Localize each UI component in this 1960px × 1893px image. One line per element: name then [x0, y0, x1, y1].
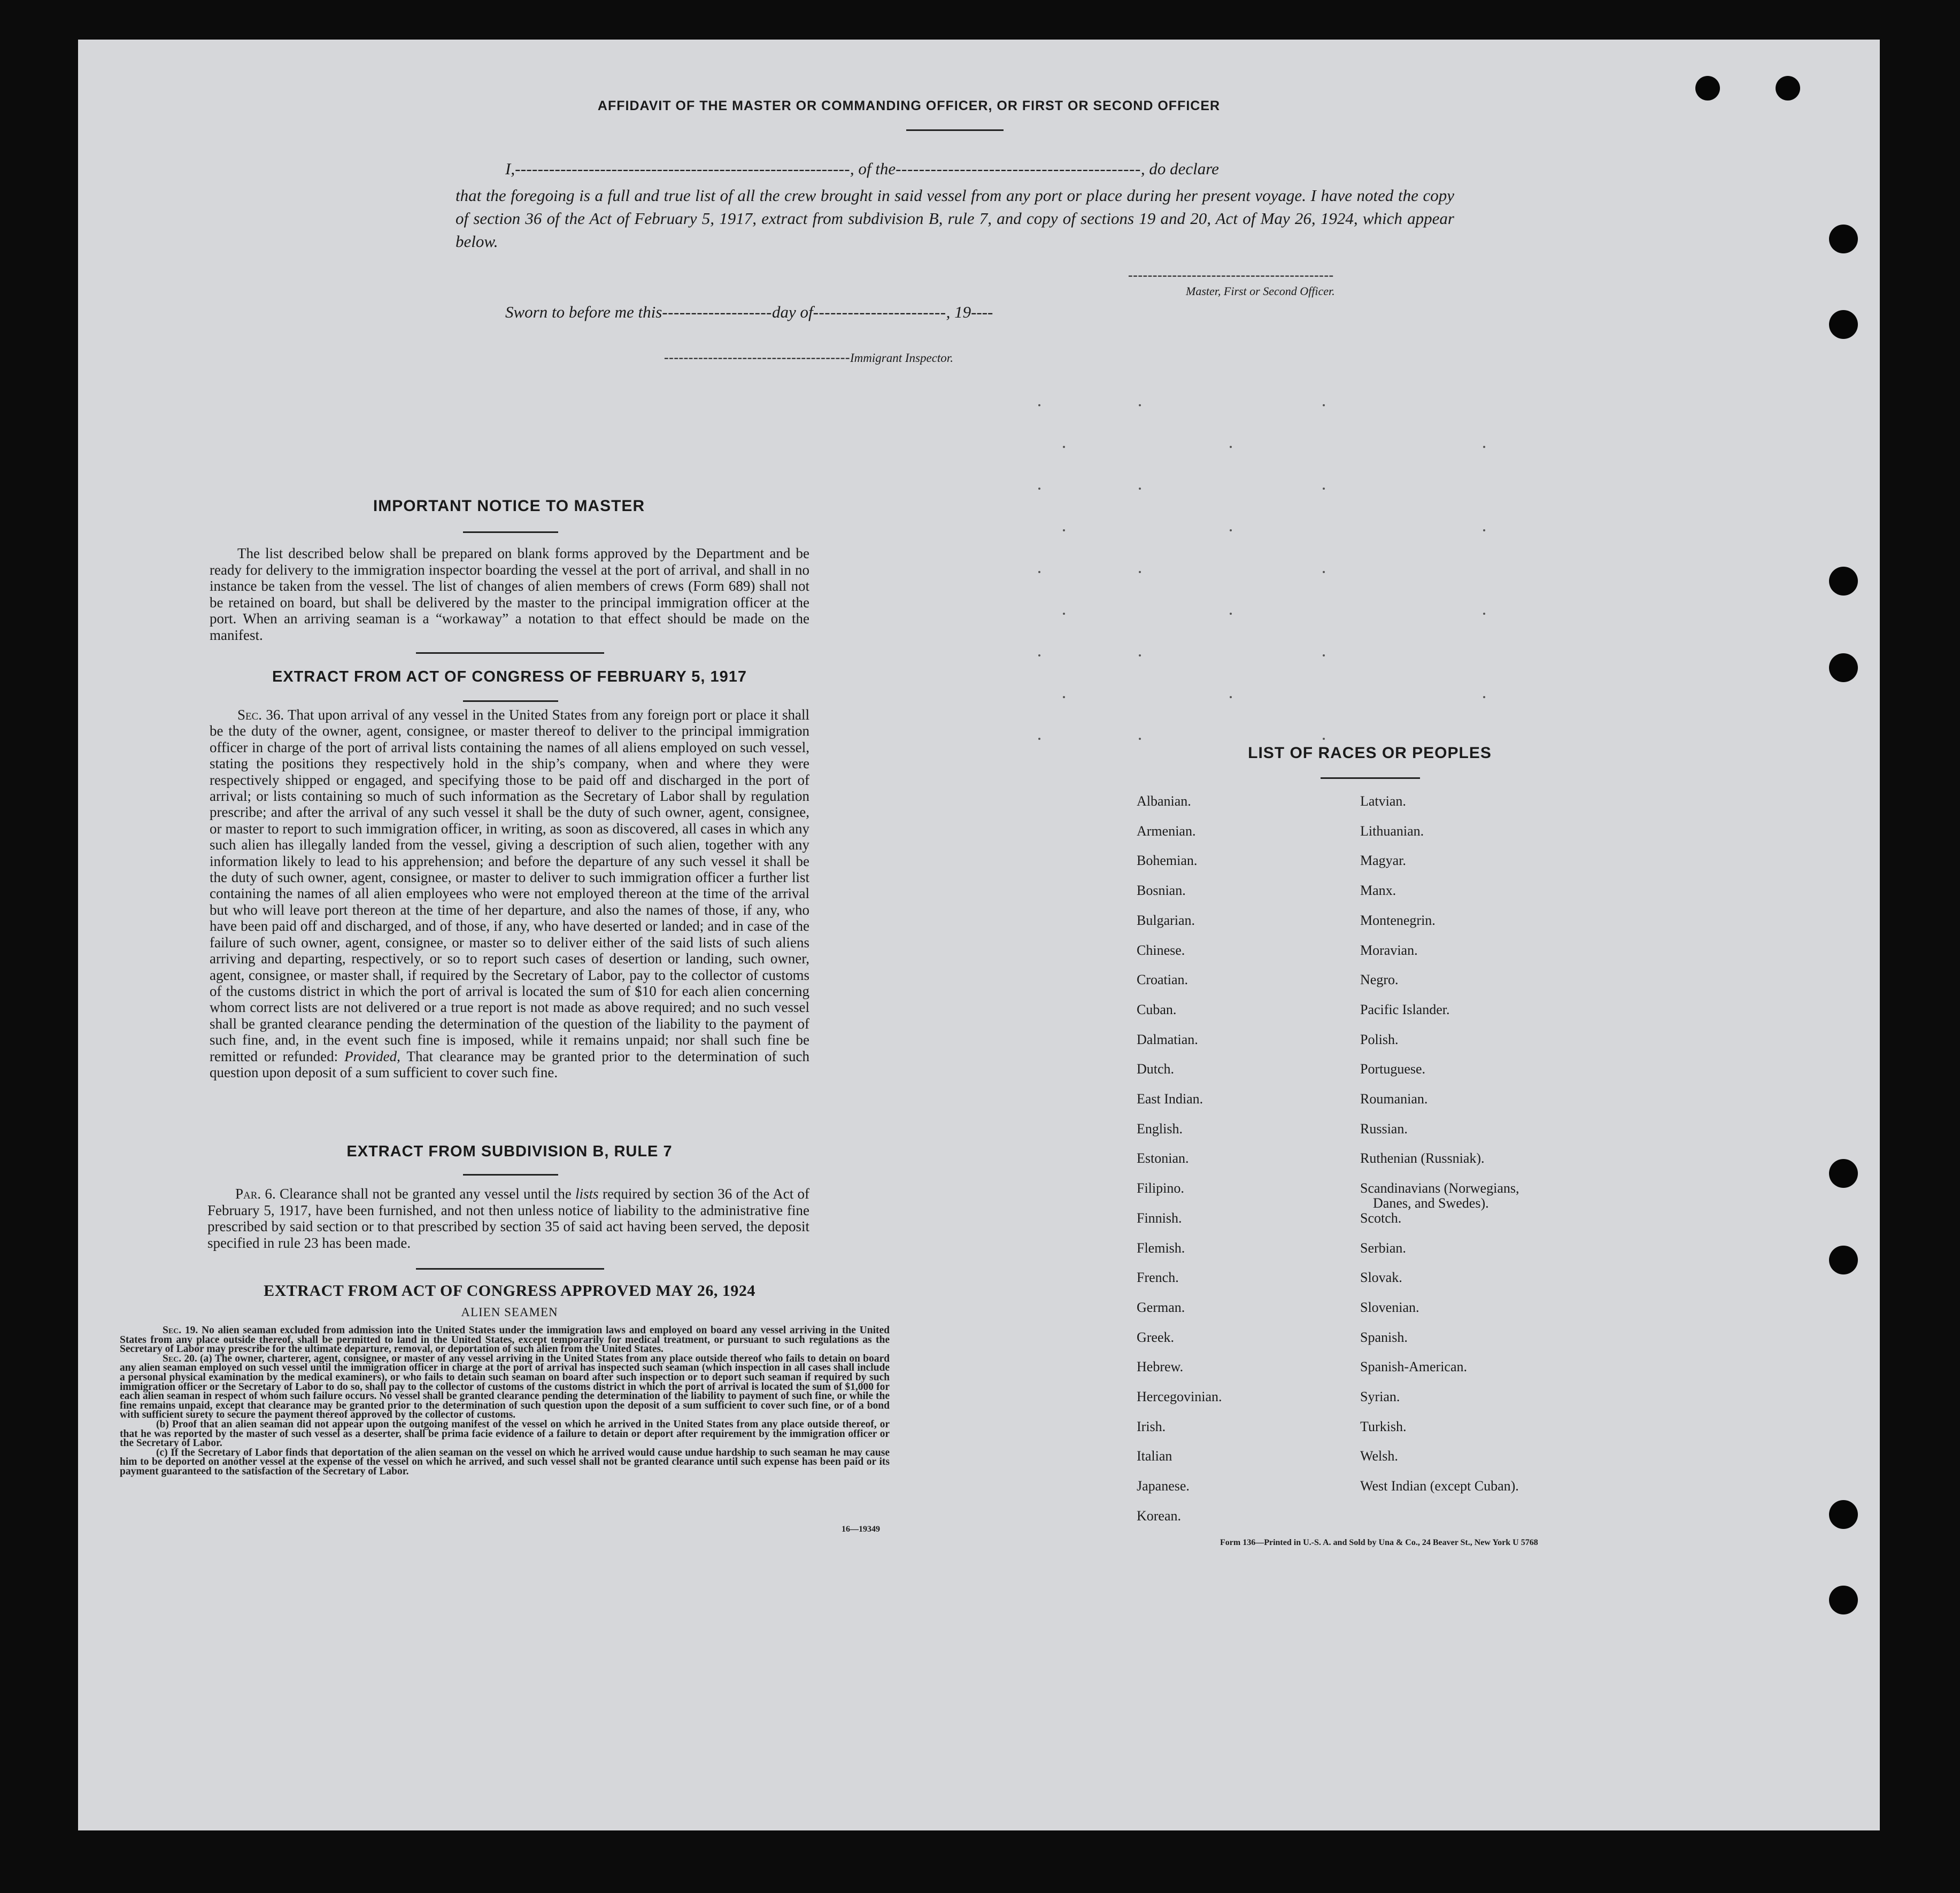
sworn-year: , 19 [946, 303, 971, 321]
extract-1917-body [210, 707, 809, 1080]
scan-speck [1483, 696, 1485, 698]
notice-title: IMPORTANT NOTICE TO MASTER [373, 497, 645, 515]
race-item: Magyar. [1360, 853, 1406, 868]
extract-1924-subtitle: ALIEN SEAMEN [461, 1305, 558, 1319]
race-item: Ruthenian (Russniak). [1360, 1150, 1485, 1166]
race-item: Filipino. [1137, 1180, 1184, 1196]
race-item: Montenegrin. [1360, 913, 1436, 928]
race-item: Spanish. [1360, 1330, 1408, 1345]
extract-1924-body [120, 1326, 890, 1477]
race-item: Negro. [1360, 972, 1399, 987]
inspector-line [664, 350, 953, 366]
inspector-label: Immigrant Inspector. [850, 351, 953, 365]
punch-hole [1695, 76, 1720, 101]
race-item: Korean. [1137, 1508, 1182, 1524]
race-item: Polish. [1360, 1032, 1399, 1047]
affidavit-of-the: , of the [850, 159, 896, 178]
scan-speck [1323, 571, 1325, 573]
punch-hole [1829, 310, 1858, 339]
race-item: Albanian. [1137, 793, 1191, 809]
race-item: Hebrew. [1137, 1359, 1184, 1374]
punch-hole [1829, 1159, 1858, 1188]
race-item: Flemish. [1137, 1240, 1185, 1256]
sworn-text: Sworn to before me this [505, 303, 662, 321]
race-item: East Indian. [1137, 1091, 1203, 1107]
scan-speck [1038, 488, 1040, 490]
race-item: Japanese. [1137, 1478, 1190, 1494]
lists-word: lists [575, 1186, 599, 1202]
sec-19-paragraph [120, 1326, 890, 1354]
extract-1917-rule [463, 700, 558, 702]
race-item: Hercegovinian. [1137, 1389, 1222, 1404]
race-item: Chinese. [1137, 942, 1185, 958]
race-item: Dutch. [1137, 1061, 1175, 1077]
affidavit-declaration-line [505, 159, 1457, 179]
sworn-day-of: day of [772, 303, 813, 321]
scan-speck [1323, 654, 1325, 656]
races-title: LIST OF RACES OR PEOPLES [1248, 744, 1492, 762]
sec-20-label: Sec. 20. [163, 1353, 197, 1364]
master-signature-label: Master, First or Second Officer. [1186, 284, 1335, 298]
par-6-label: Par. 6. [235, 1186, 276, 1202]
punch-hole [1829, 1586, 1858, 1614]
affidavit-declare: , do declare [1140, 159, 1219, 178]
race-item: Bulgarian. [1137, 913, 1195, 928]
sworn-day-blank: ------------------- [662, 303, 772, 321]
race-item: French. [1137, 1270, 1179, 1285]
race-item: Slovak. [1360, 1270, 1402, 1285]
races-title-rule [1321, 777, 1420, 779]
race-item: Welsh. [1360, 1448, 1398, 1464]
scan-speck [1483, 529, 1485, 531]
inspector-signature-blank: -------------------------------------- [664, 350, 851, 365]
scan-speck [1323, 404, 1325, 406]
race-item: West Indian (except Cuban). [1360, 1478, 1519, 1494]
race-item: Cuban. [1137, 1002, 1177, 1017]
form-footer: Form 136—Printed in U.-S. A. and Sold by Una & Co., 24 Beaver St., New York U 5768 [1220, 1538, 1538, 1547]
affidavit-body: that the foregoing is a full and true list of all the crew brought in said vessel from any port or place during her present voyage. I have noted the copy of section 36 of the Act of February 5, 1917, extract from subdivision B, rule 7, and copy of sections 19 and 20, Act of May 26, 1924, which appear below. [456, 186, 1454, 251]
race-item: Armenian. [1137, 823, 1196, 839]
scan-speck [1139, 738, 1141, 740]
scan-speck [1483, 613, 1485, 615]
scan-speck [1038, 654, 1040, 656]
sec-20-paragraph [120, 1354, 890, 1420]
punch-hole [1776, 76, 1800, 101]
punch-hole [1829, 567, 1858, 596]
scan-speck [1230, 529, 1232, 531]
punch-hole [1829, 225, 1858, 253]
scan-speck [1063, 529, 1065, 531]
race-item: Croatian. [1137, 972, 1189, 987]
sworn-line [505, 303, 993, 322]
extract-rule7-end-rule [416, 1268, 604, 1270]
race-item: English. [1137, 1121, 1183, 1137]
affidavit-title: AFFIDAVIT OF THE MASTER OR COMMANDING OFFICER, OR FIRST OR SECOND OFFICER [597, 98, 1221, 113]
scan-speck [1063, 696, 1065, 698]
race-item: Turkish. [1360, 1419, 1407, 1434]
scan-speck [1038, 571, 1040, 573]
affidavit-i: I, [505, 159, 515, 178]
sec-20a-text: (a) The owner, charterer, agent, consignee, or master of any vessel arriving in the United States from any place outside thereof who fails to detain on board any alien seaman employed on such vessel until the immigration officer in charge at the port of arrival has inspected such seaman (which inspection in all cases shall include a personal physical examination by the medical examiners), or who fails to detain such seaman on board after such inspection or to deport such seaman if required by such immigration officer or the Secretary of Labor to do so, shall pay to the collector of customs of the customs district in which the port of arrival is located the sum of $1,000 for each alien seaman in respect of whom such failure occurs. No vessel shall be granted clearance pending the determination of the liability to payment of such fine, or while the fine remains unpaid, except that clearance may be granted prior to the determination of such question upon the deposit of a sum sufficient to cover such fine, or of a bond with sufficient surety to secure the payment thereof approved by the collector of customs. [120, 1353, 890, 1421]
sec-20c-paragraph: (c) If the Secretary of Labor finds that deportation of the alien seaman on the vessel on which he arrived would cause undue hardship to such seaman he may cause him to be deported on another vessel at the expense of the vessel on which he arrived, and such vessel shall not be granted clearance until such expense has been paid or its payment guaranteed to the satisfaction of the Secretary of Labor. [120, 1447, 890, 1477]
race-item: Greek. [1137, 1330, 1175, 1345]
race-item: Dalmatian. [1137, 1032, 1198, 1047]
scan-speck [1230, 446, 1232, 448]
extract-1924-title: EXTRACT FROM ACT OF CONGRESS APPROVED MAY 26, 1924 [264, 1282, 755, 1300]
race-item: Scotch. [1360, 1210, 1402, 1226]
extract-rule7-body [207, 1186, 809, 1251]
scan-speck [1139, 404, 1141, 406]
race-item: Latvian. [1360, 793, 1406, 809]
sworn-year-blank: ---- [971, 303, 993, 321]
punch-hole [1829, 653, 1858, 682]
race-item: Irish. [1137, 1419, 1166, 1434]
sec-36-label: Sec. 36. [237, 707, 284, 723]
sec-36-end: That clearance may be granted prior to the determination of such question upon deposit of a sum sufficient to cover such fine. [210, 1048, 809, 1080]
scan-speck [1323, 738, 1325, 740]
extract-rule7-rule [463, 1174, 558, 1176]
race-item: Scandinavians (Norwegians, [1360, 1180, 1519, 1196]
race-item: Bohemian. [1137, 853, 1198, 868]
provided-word: Provided, [344, 1048, 400, 1064]
race-item: Italian [1137, 1448, 1172, 1464]
race-item: Estonian. [1137, 1150, 1189, 1166]
scan-speck [1323, 488, 1325, 490]
scan-speck [1139, 488, 1141, 490]
affidavit-title-rule [906, 129, 1004, 131]
scan-speck [1063, 613, 1065, 615]
vessel-blank: ------------------------------------------ [896, 159, 1141, 178]
scan-speck [1038, 738, 1040, 740]
race-item: Roumanian. [1360, 1091, 1428, 1107]
sec-19-label: Sec. 19. [163, 1325, 198, 1336]
sec-19-text: No alien seaman excluded from admission into the United States under the immigration laws and employed on board any vessel arriving in the United States from any place outside thereof, shall be permitted to land in the United States, except temporarily for medical treatment, or pursuant to such regulations as the Secretary of Labor may prescribe for the ultimate departure, removal, or deportation of such alien from the United States. [120, 1325, 890, 1355]
race-item: Russian. [1360, 1121, 1408, 1137]
race-item: Slovenian. [1360, 1300, 1419, 1315]
race-item: German. [1137, 1300, 1185, 1315]
punch-hole [1829, 1246, 1858, 1274]
sec-36-text: That upon arrival of any vessel in the United States from any foreign port or place it shall be the duty of the owner, agent, consignee, or master thereof to deliver to the principal immigration officer in charge of the port of arrival lists containing the names of all aliens employed on such vessel, stating the positions they respectively hold in the ship’s company, when and where they were respectively shipped or engaged, and specifying those to be paid off and discharged in the port of arrival; or lists containing so much of such information as the Secretary of Labor shall by regulation prescribe; and after the arrival of any such vessel it shall be the duty of such owner, agent, consignee, or master to report to such immigration officer, in writing, as soon as discovered, all cases in which any such alien has illegally landed from the vessel, giving a description of such alien, together with any information likely to lead to his apprehension; and before the departure of any such vessel it shall be the duty of such owner, agent, consignee, or master to deliver to such immigration officer a further list containing the names of all alien employees who were not employed thereon at the time of the arrival but who will leave port thereon at the time of her departure, and also the names of those, if any, who have been paid off and discharged, and of those, if any, who have deserted or landed; and in case of the failure of such owner, agent, consignee, or master so to deliver either of the said lists of such aliens arriving and departing, respectively, or so to report such cases of desertion or landing, such owner, agent, consignee, or master shall, if required by the Secretary of Labor, pay to the collector of customs of the customs district in which the port of arrival is located the sum of $10 for each alien concerning whom correct lists are not delivered or a true report is not made as above required; and no such vessel shall be granted clearance pending the determination of the question of the liability to the payment of such fine, and, in the event such fine is imposed, while it remains unpaid; nor shall such fine be remitted or refunded: [210, 707, 809, 1064]
race-item: Syrian. [1360, 1389, 1400, 1404]
par-6-text-b: required by section 36 of the Act of February 5, 1917, have been furnished, and not then unless notice of liability to the administrative fine prescribed by said section or to that prescribed by section 35 of said act having been served, the deposit specified in rule 23 has been made. [207, 1186, 809, 1251]
sec-20b-paragraph: (b) Proof that an alien seaman did not appear upon the outgoing manifest of the vessel on which he arrived in the United States from any place outside thereof, or that he was reported by the master of such vessel as a deserter, shall be prima facie evidence of a failure to detain or deport after requirement by the immigration officer or the Secretary of Labor. [120, 1418, 890, 1449]
race-item: Spanish-American. [1360, 1359, 1468, 1374]
print-code: 16—19349 [842, 1525, 880, 1534]
race-item: Portuguese. [1360, 1061, 1426, 1077]
scan-speck [1483, 446, 1485, 448]
race-item: Moravian. [1360, 942, 1418, 958]
race-item: Manx. [1360, 883, 1396, 898]
par-6-text-a: Clearance shall not be granted any vessel until the [280, 1186, 572, 1202]
notice-body: The list described below shall be prepared on blank forms approved by the Department and be ready for delivery to the immigration inspector boarding the vessel at the port of arrival, and shall in no instance be taken from the vessel. The list of changes of alien members of crews (Form 689) shall not be retained on board, but shall be delivered by the master to the principal immigration officer at the port. When an arriving seaman is a “workaway” a notation to that effect should be made on the manifest. [210, 545, 809, 643]
scan-speck [1230, 696, 1232, 698]
extract-1917-title: EXTRACT FROM ACT OF CONGRESS OF FEBRUARY 5, 1917 [272, 668, 747, 685]
scan-speck [1139, 571, 1141, 573]
name-blank: ----------------------------------------------------------- [515, 159, 850, 178]
race-item: Serbian. [1360, 1240, 1406, 1256]
scan-speck [1063, 446, 1065, 448]
race-item: Bosnian. [1137, 883, 1186, 898]
race-item: Lithuanian. [1360, 823, 1424, 839]
scan-speck [1038, 404, 1040, 406]
extract-rule7-title: EXTRACT FROM SUBDIVISION B, RULE 7 [346, 1143, 673, 1160]
scan-speck [1139, 654, 1141, 656]
sworn-month-blank: ----------------------- [813, 303, 946, 321]
notice-end-rule [416, 652, 604, 654]
punch-hole [1829, 1500, 1858, 1529]
race-item: Danes, and Swedes). [1373, 1195, 1489, 1211]
scan-speck [1230, 613, 1232, 615]
notice-title-rule [463, 531, 558, 533]
race-item: Pacific Islander. [1360, 1002, 1450, 1017]
race-item: Finnish. [1137, 1210, 1182, 1226]
master-signature-line: ------------------------------------------ [1128, 267, 1334, 283]
